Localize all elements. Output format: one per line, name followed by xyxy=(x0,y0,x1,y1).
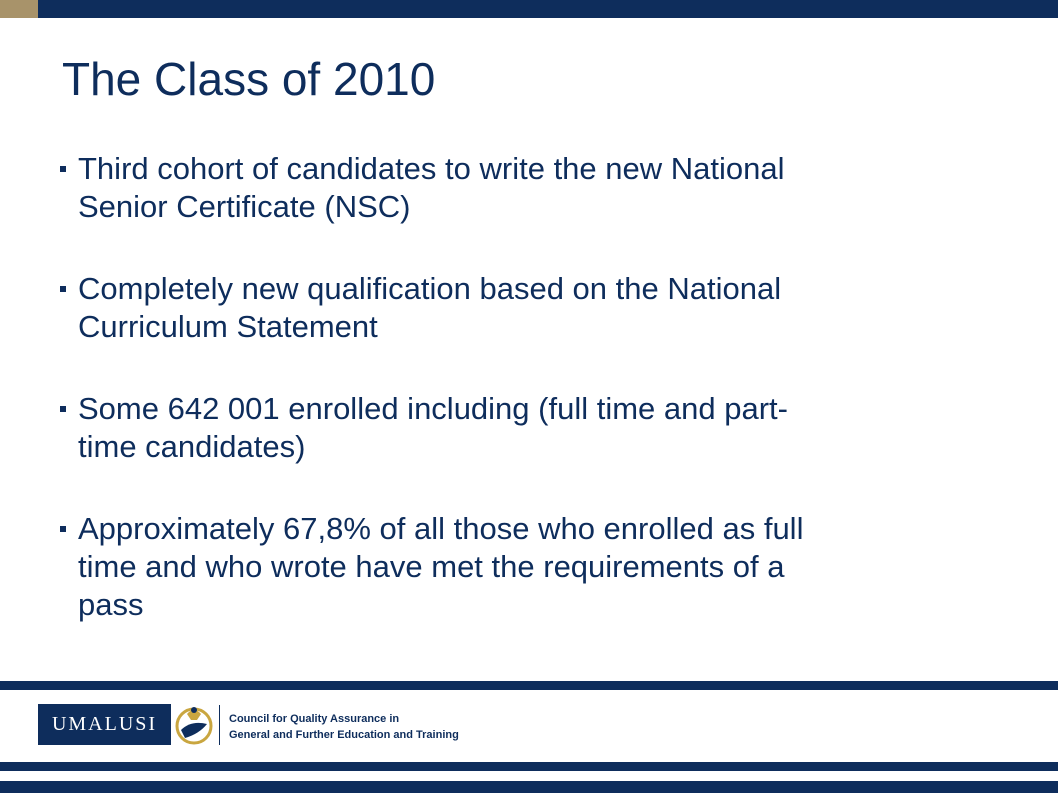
footer-rule-top xyxy=(0,681,1058,690)
top-accent-block xyxy=(0,0,38,18)
bullet-item xyxy=(60,510,980,624)
tagline-line: Council for Quality Assurance in xyxy=(229,713,400,725)
bullet-line: time candidates) xyxy=(78,429,306,464)
bullet-marker-icon xyxy=(60,526,66,532)
bullet-line: time and who wrote have met the requirements of a xyxy=(78,549,785,584)
umalusi-logo xyxy=(38,704,171,745)
bullet-marker-icon xyxy=(60,286,66,292)
bullet-marker-icon xyxy=(60,166,66,172)
bullet-item xyxy=(60,270,980,346)
bullet-line: Some 642 001 enrolled including (full time and part- xyxy=(78,391,788,426)
logo-text: UMALUSI xyxy=(51,713,158,735)
bullet-line: Curriculum Statement xyxy=(78,309,378,344)
bullet-marker-icon xyxy=(60,406,66,412)
top-bar xyxy=(0,0,1058,18)
logo-divider xyxy=(219,705,220,745)
bullet-line: Completely new qualification based on the National xyxy=(78,271,782,306)
tagline-line: General and Further Education and Training xyxy=(229,729,459,741)
umalusi-emblem-icon xyxy=(173,700,215,748)
footer-rule-middle xyxy=(0,762,1058,771)
bullet-list xyxy=(60,150,980,668)
bullet-line: Senior Certificate (NSC) xyxy=(78,189,411,224)
slide-title: The Class of 2010 xyxy=(62,53,436,105)
footer-rule-bottom xyxy=(0,781,1058,793)
bullet-line: Third cohort of candidates to write the new National xyxy=(78,151,785,186)
bullet-line: pass xyxy=(78,587,144,622)
footer-tagline xyxy=(229,711,459,743)
bullet-item xyxy=(60,150,980,226)
bullet-line: Approximately 67,8% of all those who enrolled as full xyxy=(78,511,804,546)
bullet-item xyxy=(60,390,980,466)
